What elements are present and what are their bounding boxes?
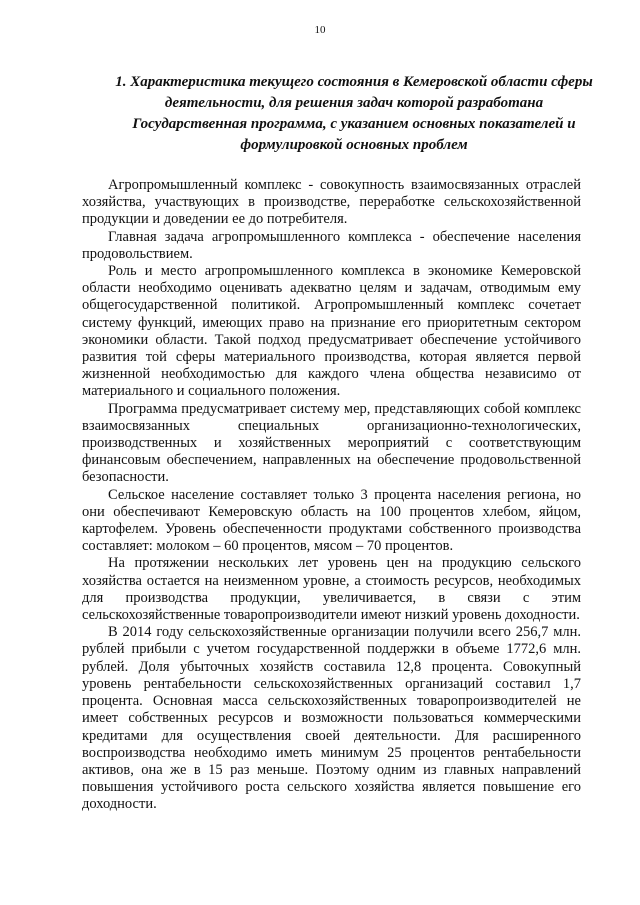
paragraph-agro-complex-definition: Агропромышленный комплекс - совокупность взаимосвязанных отраслей хозяйства, участвующих в производстве, переработке сельскохозяйственной продукции и доведении ее до потребителя. bbox=[82, 177, 581, 228]
paragraph-role-in-economy: Роль и место агропромышленного комплекса в экономике Кемеровской области необходимо оценивать адекватно целям и задачам, отводимым ему общегосударственной политикой. Агропромышленный комплекс сочетает систему функций, имеющих право на признание его приоритетным сектором экономики области. Такой подход предусматривает обеспечение устойчивого развития той сферы материального производства, которая является первой жизненной необходимостью для каждого члена общества независимо от материального и социального положения. bbox=[82, 263, 581, 400]
section-title: 1. Характеристика текущего состояния в Кемеровской области сферы деятельности, для решения задач которой разработана Государственная программа, с указанием основных показателей и формулировкой основных проблем bbox=[115, 74, 593, 153]
paragraph-main-task: Главная задача агропромышленного комплекса - обеспечение населения продовольствием. bbox=[82, 228, 581, 262]
page-number: 10 bbox=[314, 24, 326, 36]
paragraph-price-levels: На протяжении нескольких лет уровень цен на продукцию сельского хозяйства остается на неизменном уровне, а стоимость ресурсов, необходимых для производства продукции, увеличивается, в связи с этим сельскохозяйственные товаропроизводители имеют низкий уровень доходности. bbox=[82, 555, 581, 624]
paragraph-2014-results: В 2014 году сельскохозяйственные организации получили всего 256,7 млн. рублей прибыли с учетом государственной поддержки в объеме 1772,6 млн. рублей. Доля убыточных хозяйств составила 12,8 процента. Совокупный уровень рентабельности сельскохозяйственных организаций составил 1,7 процента. Основная масса сельскохозяйственных товаропроизводителей не имеет собственных ресурсов и возможности пользоваться коммерческими кредитами для осуществления своей деятельности. Для расширенного воспроизводства необходимо иметь минимум 25 процентов рентабельности активов, она же в 15 раз меньше. Поэтому одним из главных направлений повышения устойчивого роста сельского хозяйства является повышение его доходности. bbox=[82, 624, 581, 813]
paragraph-rural-population: Сельское население составляет только 3 процента населения региона, но они обеспечивают Кемеровскую область на 100 процентов хлебом, яйцом, картофелем. Уровень обеспеченности продуктами собственного производства составляет: молоком – 60 процентов, мясом – 70 процентов. bbox=[82, 486, 581, 555]
paragraph-program-measures: Программа предусматривает систему мер, представляющих собой комплекс взаимосвязанных специальных организационно-технологических, производственных и хозяйственных мероприятий с соответствующим финансовым обеспечением, направленных на обеспечение продовольственной безопасности. bbox=[82, 400, 581, 486]
document-body bbox=[82, 177, 581, 814]
